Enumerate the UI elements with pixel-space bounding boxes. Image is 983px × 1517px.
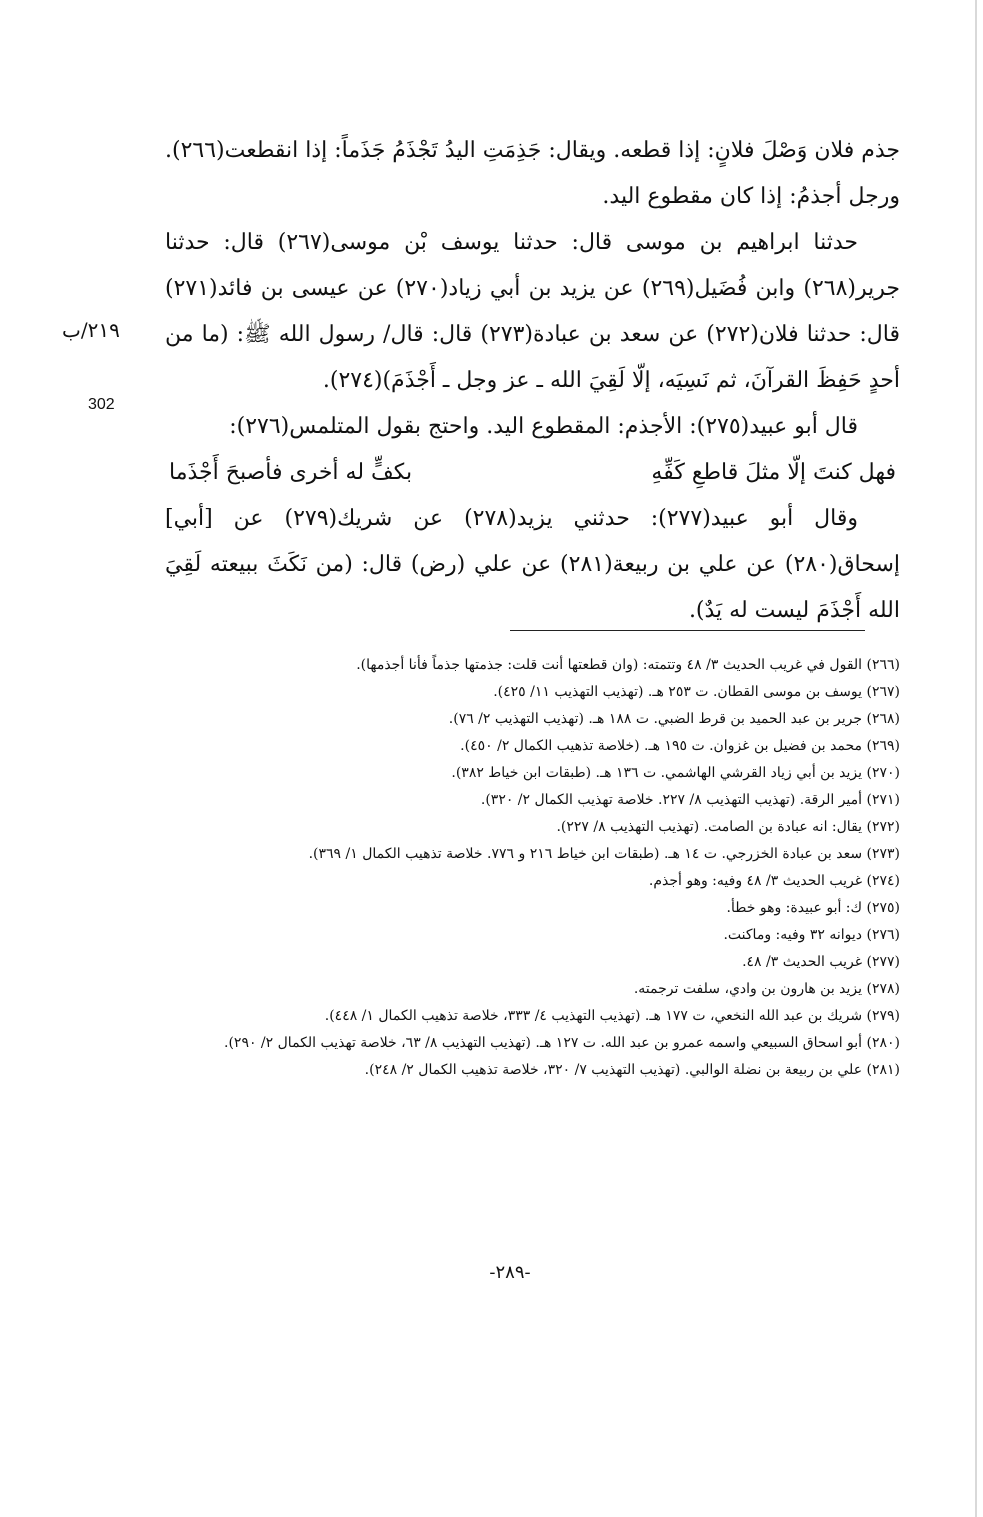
footnote-270: (٢٧٠) يزيد بن أبي زياد القرشي الهاشمي. ت ١٣٦ هـ. (طبقات ابن خياط ٣٨٢). — [451, 765, 900, 781]
footnote-272: (٢٧٢) يقال: انه عبادة بن الصامت. (تهذيب التهذيب ٨/ ٢٢٧). — [556, 819, 900, 835]
margin-page-number: 302 — [88, 396, 115, 413]
footnote-separator — [510, 630, 865, 631]
poem-hemistich-left: بكفٍّ له أخرى فأصبحَ أَجْذَما — [169, 460, 413, 485]
page-folio-number: -٢٨٩- — [489, 1262, 531, 1283]
manuscript-folio-marker: ٢١٩/ب — [62, 318, 120, 342]
paragraph-2: حدثنا ابراهيم بن موسى قال: حدثنا يوسف بْن موسى(٢٦٧) قال: حدثنا جرير(٢٦٨) وابن فُضَيل(٢٦٩) عن يزيد بن أبي زياد(٢٧٠) عن عيسى بن فائد(٢٧١) قال: حدثنا فلان(٢٧٢) عن سعد بن عبادة(٢٧٣) قال: قال/ رسول الله ﷺ: (ما من أحدٍ حَفِظَ القرآنَ، ثم نَسِيَه، إلّا لَقِيَ الله ـ عز وجل ـ أَجْذَمَ)(٢٧٤). — [165, 230, 900, 393]
paragraph-3: قال أبو عبيد(٢٧٥): الأجذم: المقطوع اليد. واحتج بقول المتلمس(٢٧٦): — [229, 414, 858, 439]
footnote-277: (٢٧٧) غريب الحديث ٣/ ٤٨. — [742, 954, 900, 970]
footnote-279: (٢٧٩) شريك بن عبد الله النخعي، ت ١٧٧ هـ. (تهذيب التهذيب ٤/ ٣٣٣، خلاصة تذهيب الكمال ١/ ٤٤٨). — [324, 1008, 900, 1024]
footnote-271: (٢٧١) أمير الرقة. (تهذيب التهذيب ٨/ ٢٢٧. خلاصة تهذيب الكمال ٢/ ٣٢٠). — [480, 792, 900, 808]
footnote-275: (٢٧٥) ك: أبو عبيدة: وهو خطأ. — [726, 900, 900, 916]
poem-hemistich-right: فهل كنتَ إلّا مثلَ قاطعِ كَفِّهِ — [651, 460, 896, 485]
footnote-266: (٢٦٦) القول في غريب الحديث ٣/ ٤٨ وتتمته: (وان قطعتها أنت قلت: جذمتها جذماً فأنا أجذمها). — [356, 657, 900, 673]
footnote-278: (٢٧٨) يزيد بن هارون بن وادي، سلفت ترجمته. — [633, 981, 900, 997]
poem-verse — [165, 450, 900, 496]
footnote-269: (٢٦٩) محمد بن فضيل بن غزوان. ت ١٩٥ هـ. (خلاصة تذهيب الكمال ٢/ ٤٥٠). — [460, 738, 900, 754]
footnote-281: (٢٨١) علي بن ربيعة بن نضلة الوالبي. (تهذيب التهذيب ٧/ ٣٢٠، خلاصة تذهيب الكمال ٢/ ٢٤٨). — [364, 1062, 900, 1078]
footnote-273: (٢٧٣) سعد بن عبادة الخزرجي. ت ١٤ هـ. (طبقات ابن خياط ٢١٦ و ٧٧٦. خلاصة تذهيب الكمال ١/ ٣٦٩). — [308, 846, 900, 862]
main-text — [165, 128, 900, 634]
page-edge-shadow — [975, 0, 977, 1517]
footnote-274: (٢٧٤) غريب الحديث ٣/ ٤٨ وفيه: وهو أجذم. — [648, 873, 900, 889]
footnote-268: (٢٦٨) جرير بن عبد الحميد بن قرط الضبي. ت ١٨٨ هـ. (تهذيب التهذيب ٢/ ٧٦). — [448, 711, 900, 727]
footnote-280: (٢٨٠) أبو اسحاق السبيعي واسمه عمرو بن عبد الله. ت ١٢٧ هـ. (تهذيب التهذيب ٨/ ٦٣، خلاصة تهذيب الكمال ٢/ ٢٩٠). — [224, 1035, 900, 1051]
footnotes — [165, 652, 900, 1084]
paragraph-1: جذم فلان وَصْلَ فلانٍ: إذا قطعه. ويقال: جَذِمَتِ اليدُ تَجْذَمُ جَذَماً: إذا انقطعت(٢٦٦). ورجل أجذمُ: إذا كان مقطوع اليد. — [165, 138, 900, 209]
paragraph-4: وقال أبو عبيد(٢٧٧): حدثني يزيد(٢٧٨) عن شريك(٢٧٩) عن [أبي] إسحاق(٢٨٠) عن علي بن ربيعة(٢٨١) عن علي (رض) قال: (من نَكَثَ ببيعته لَقِيَ الله أَجْذَمَ ليست له يَدٌ). — [165, 506, 900, 623]
footnote-267: (٢٦٧) يوسف بن موسى القطان. ت ٢٥٣ هـ. (تهذيب التهذيب ١١/ ٤٢٥). — [493, 684, 900, 700]
footnote-276: (٢٧٦) ديوانه ٣٢ وفيه: وماكنت. — [723, 927, 900, 943]
